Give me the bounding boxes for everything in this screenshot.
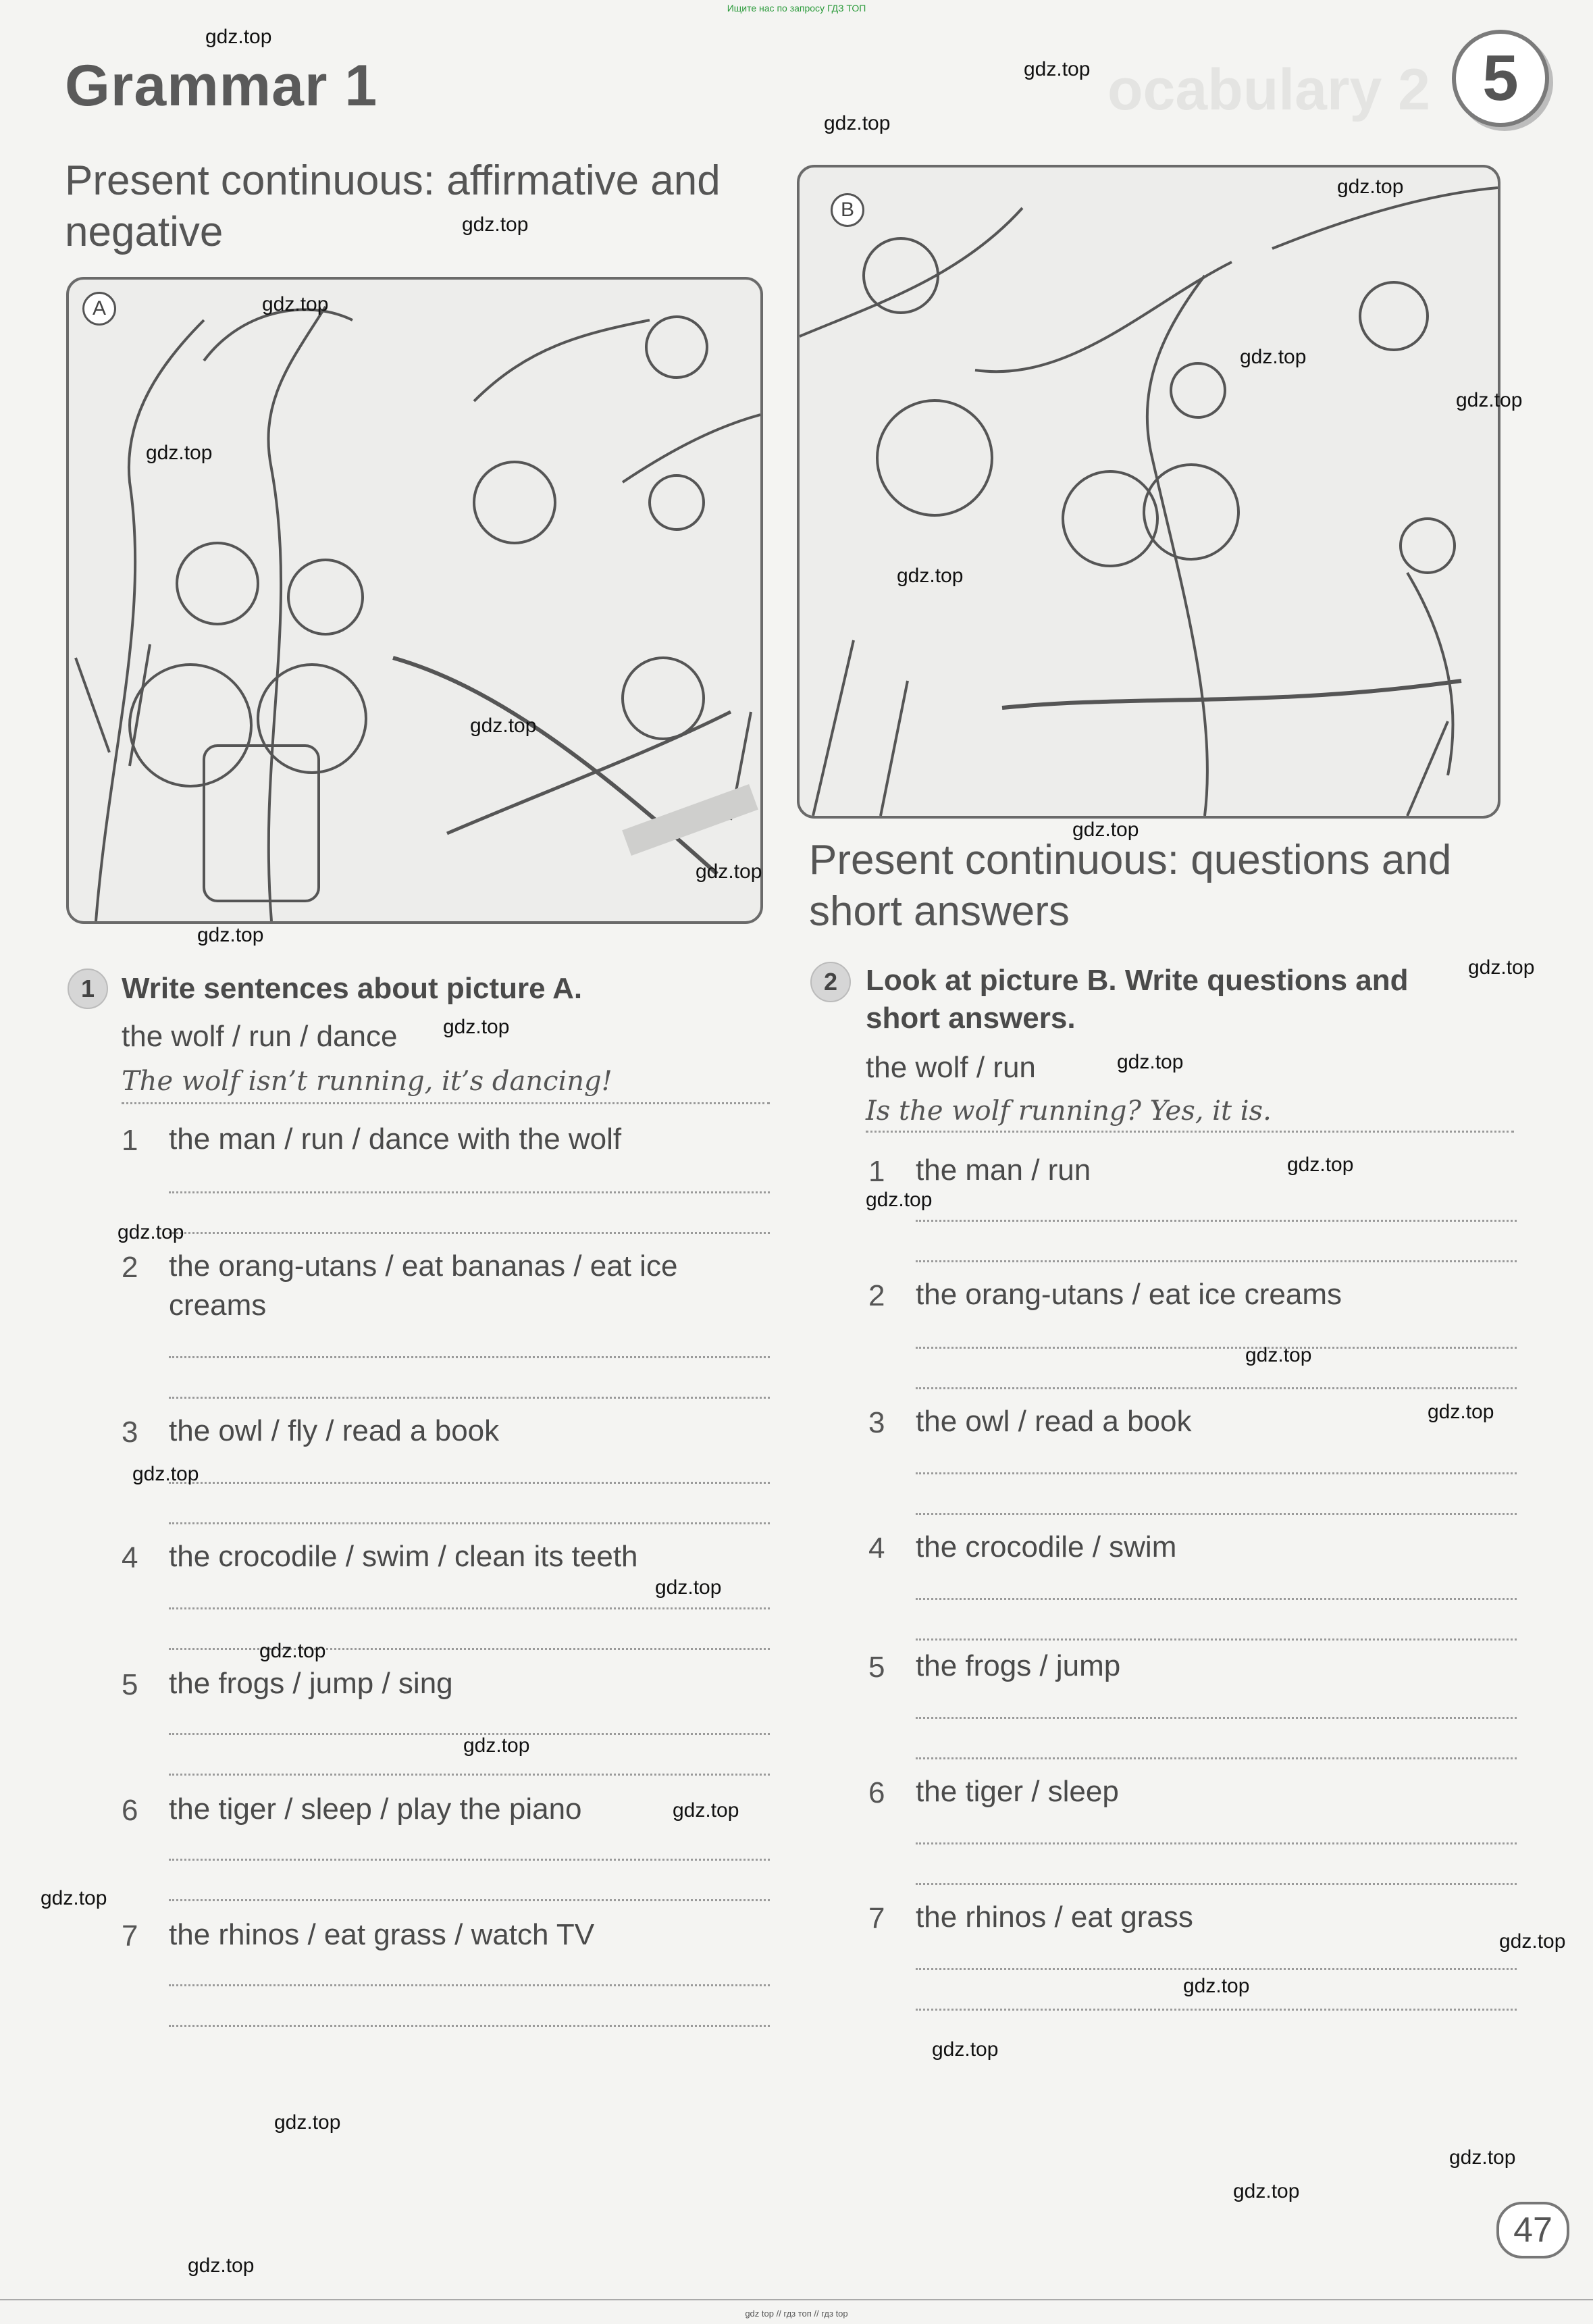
answer-line[interactable] xyxy=(169,1522,770,1524)
left-item-7-text: the rhinos / eat grass / watch TV xyxy=(169,1918,595,1951)
top-note: Ищите нас по запросу ГДЗ ТОП xyxy=(727,3,866,14)
answer-line[interactable] xyxy=(916,1347,1517,1349)
answer-line[interactable] xyxy=(169,1859,770,1861)
watermark: gdz.top xyxy=(1499,1930,1566,1953)
left-item-1-number: 1 xyxy=(122,1124,138,1157)
answer-line[interactable] xyxy=(169,1232,770,1234)
left-item-6-number: 6 xyxy=(122,1794,138,1827)
watermark: gdz.top xyxy=(1024,58,1091,80)
answer-line[interactable] xyxy=(916,1472,1517,1474)
answer-line[interactable] xyxy=(916,1968,1517,1970)
left-item-7-number: 7 xyxy=(122,1919,138,1953)
picture-b-label: B xyxy=(831,193,864,227)
answer-line[interactable] xyxy=(169,2025,770,2027)
watermark: gdz.top xyxy=(197,924,264,946)
watermark: gdz.top xyxy=(41,1887,107,1909)
exercise-2-prompt: the wolf / run xyxy=(866,1051,1036,1084)
right-item-2-text: the orang-utans / eat ice creams xyxy=(916,1278,1342,1311)
example-answer-line xyxy=(866,1131,1514,1133)
right-item-1-number: 1 xyxy=(868,1155,885,1188)
watermark: gdz.top xyxy=(655,1576,722,1599)
exercise-2-example: Is the wolf running? Yes, it is. xyxy=(866,1095,1272,1127)
left-item-2-text: the orang-utans / eat bananas / eat ice creams xyxy=(169,1249,678,1322)
left-item-4-text: the crocodile / swim / clean its teeth xyxy=(169,1540,638,1573)
answer-line[interactable] xyxy=(169,1482,770,1484)
right-item-7-text: the rhinos / eat grass xyxy=(916,1901,1193,1934)
watermark: gdz.top xyxy=(1072,819,1139,841)
footer-note: gdz top // гдз топ // гдз top xyxy=(745,2308,848,2319)
jungle-illustration-b xyxy=(800,167,1498,816)
watermark: gdz.top xyxy=(262,293,329,315)
unit-number: 5 xyxy=(1482,42,1519,114)
footer-divider xyxy=(0,2299,1593,2300)
exercise-1-number: 1 xyxy=(68,969,108,1009)
right-item-2-number: 2 xyxy=(868,1279,885,1312)
page-title: Grammar 1 xyxy=(65,53,378,118)
exercise-1-prompt: the wolf / run / dance xyxy=(122,1020,398,1053)
right-item-5-text: the frogs / jump xyxy=(916,1649,1121,1682)
left-item-3-number: 3 xyxy=(122,1416,138,1449)
example-answer-line xyxy=(122,1102,770,1104)
picture-b xyxy=(797,165,1500,819)
answer-line[interactable] xyxy=(169,1607,770,1609)
watermark: gdz.top xyxy=(205,26,272,48)
watermark: gdz.top xyxy=(1183,1975,1250,1997)
answer-line[interactable] xyxy=(916,1387,1517,1389)
watermark: gdz.top xyxy=(696,860,762,883)
jungle-illustration-a xyxy=(69,280,760,921)
right-item-4-number: 4 xyxy=(868,1532,885,1565)
right-item-1-text: the man / run xyxy=(916,1154,1091,1187)
left-item-1-text: the man / run / dance with the wolf xyxy=(169,1122,622,1156)
answer-line[interactable] xyxy=(916,1260,1517,1262)
answer-line[interactable] xyxy=(169,1356,770,1358)
answer-line[interactable] xyxy=(169,1397,770,1399)
watermark: gdz.top xyxy=(188,2254,255,2277)
watermark: gdz.top xyxy=(1337,176,1404,198)
watermark: gdz.top xyxy=(1287,1154,1354,1176)
watermark: gdz.top xyxy=(462,213,529,236)
answer-line[interactable] xyxy=(916,1513,1517,1515)
faded-right-title: ocabulary 2 xyxy=(1107,57,1430,122)
answer-line[interactable] xyxy=(916,1638,1517,1641)
left-item-6-text: the tiger / sleep / play the piano xyxy=(169,1792,582,1826)
picture-a xyxy=(66,277,763,924)
watermark: gdz.top xyxy=(1233,2180,1300,2202)
watermark: gdz.top xyxy=(1117,1051,1184,1073)
right-item-3-text: the owl / read a book xyxy=(916,1405,1192,1438)
watermark: gdz.top xyxy=(146,442,213,464)
right-item-5-number: 5 xyxy=(868,1651,885,1684)
answer-line[interactable] xyxy=(169,1899,770,1901)
watermark: gdz.top xyxy=(117,1221,184,1243)
watermark: gdz.top xyxy=(1456,389,1523,411)
right-item-6-text: the tiger / sleep xyxy=(916,1775,1119,1808)
exercise-2-instruction: Look at picture B. Write questions and short answers. xyxy=(866,964,1409,1035)
right-item-6-number: 6 xyxy=(868,1776,885,1809)
left-item-5-text: the frogs / jump / sing xyxy=(169,1667,453,1700)
right-item-7-number: 7 xyxy=(868,1902,885,1935)
watermark: gdz.top xyxy=(1468,956,1535,979)
watermark: gdz.top xyxy=(673,1799,739,1822)
watermark: gdz.top xyxy=(463,1734,530,1757)
watermark: gdz.top xyxy=(274,2111,341,2134)
right-subheading: Present continuous: questions and short answers xyxy=(809,837,1452,935)
exercise-2-number: 2 xyxy=(810,962,851,1002)
unit-badge xyxy=(1452,30,1549,127)
page-number: 47 xyxy=(1496,2202,1569,2258)
right-item-3-number: 3 xyxy=(868,1406,885,1439)
left-item-2-number: 2 xyxy=(122,1251,138,1284)
answer-line[interactable] xyxy=(916,2009,1517,2011)
answer-line[interactable] xyxy=(916,1598,1517,1600)
answer-line[interactable] xyxy=(169,1984,770,1986)
left-item-5-number: 5 xyxy=(122,1668,138,1701)
watermark: gdz.top xyxy=(824,112,891,134)
watermark: gdz.top xyxy=(897,565,964,587)
answer-line[interactable] xyxy=(916,1842,1517,1844)
answer-line[interactable] xyxy=(169,1191,770,1193)
answer-line[interactable] xyxy=(916,1883,1517,1885)
left-item-4-number: 4 xyxy=(122,1541,138,1574)
answer-line[interactable] xyxy=(916,1717,1517,1719)
watermark: gdz.top xyxy=(470,715,537,737)
watermark: gdz.top xyxy=(1428,1401,1494,1423)
exercise-1-instruction: Write sentences about picture A. xyxy=(122,972,583,1005)
exercise-1-example: The wolf isn’t running, it’s dancing! xyxy=(122,1066,612,1097)
answer-line[interactable] xyxy=(169,1774,770,1776)
left-subheading: Present continuous: affirmative and negative xyxy=(65,157,721,255)
answer-line[interactable] xyxy=(916,1757,1517,1759)
right-item-4-text: the crocodile / swim xyxy=(916,1530,1177,1564)
watermark: gdz.top xyxy=(132,1463,199,1485)
answer-line[interactable] xyxy=(916,1220,1517,1222)
picture-a-label: A xyxy=(82,292,116,326)
watermark: gdz.top xyxy=(1240,346,1307,368)
left-item-3-text: the owl / fly / read a book xyxy=(169,1414,500,1447)
watermark: gdz.top xyxy=(1245,1344,1312,1366)
watermark: gdz.top xyxy=(932,2038,999,2061)
watermark: gdz.top xyxy=(866,1189,933,1211)
watermark: gdz.top xyxy=(1449,2146,1516,2169)
watermark: gdz.top xyxy=(259,1640,326,1662)
watermark: gdz.top xyxy=(443,1016,510,1038)
